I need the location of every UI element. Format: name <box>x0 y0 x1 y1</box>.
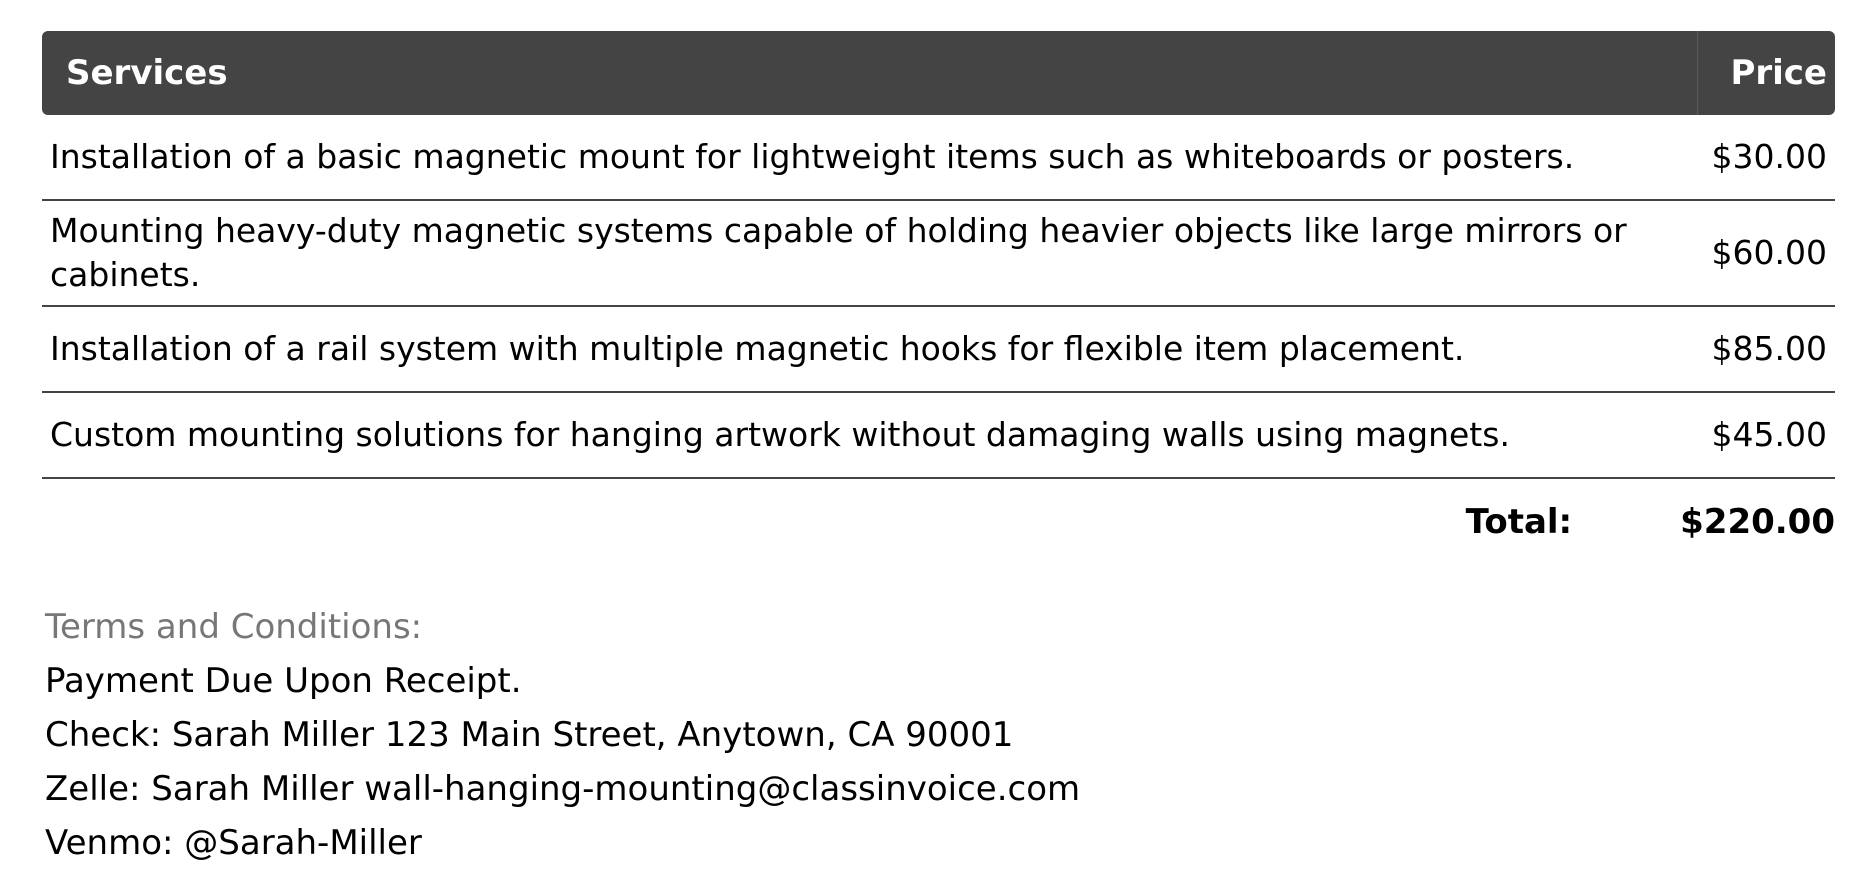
service-price: $30.00 <box>1697 115 1835 200</box>
service-description: Installation of a basic magnetic mount for lightweight items such as whiteboards or posters. <box>42 115 1697 200</box>
total-value: $220.00 <box>1680 502 1835 542</box>
terms-line-payment-due: Payment Due Upon Receipt. <box>45 661 522 701</box>
table-row <box>42 392 1835 478</box>
service-price: $45.00 <box>1697 392 1835 478</box>
terms-heading: Terms and Conditions: <box>45 607 423 647</box>
terms-line-zelle: Zelle: Sarah Miller wall-hanging-mounting@classinvoice.com <box>45 769 1081 809</box>
total-row <box>1466 498 1835 546</box>
service-description: Custom mounting solutions for hanging artwork without damaging walls using magnets. <box>42 392 1697 478</box>
service-description: Installation of a rail system with multiple magnetic hooks for flexible item placement. <box>42 306 1697 392</box>
terms-line-check: Check: Sarah Miller 123 Main Street, Anytown, CA 90001 <box>45 715 1014 755</box>
table-header-row <box>42 31 1835 115</box>
table-header <box>42 31 1835 115</box>
services-column-header: Services <box>42 31 1697 115</box>
total-label: Total: <box>1465 502 1573 542</box>
terms-line-venmo: Venmo: @Sarah-Miller <box>45 823 422 863</box>
table-body <box>42 115 1835 478</box>
service-price: $85.00 <box>1697 306 1835 392</box>
service-price: $60.00 <box>1697 200 1835 306</box>
table-row <box>42 306 1835 392</box>
services-table <box>42 31 1835 479</box>
price-column-header: Price <box>1697 31 1835 115</box>
service-description: Mounting heavy-duty magnetic systems capable of holding heavier objects like large mirrors or cabinets. <box>42 200 1697 306</box>
table-row <box>42 115 1835 200</box>
table-row <box>42 200 1835 306</box>
terms-section <box>45 600 1080 870</box>
